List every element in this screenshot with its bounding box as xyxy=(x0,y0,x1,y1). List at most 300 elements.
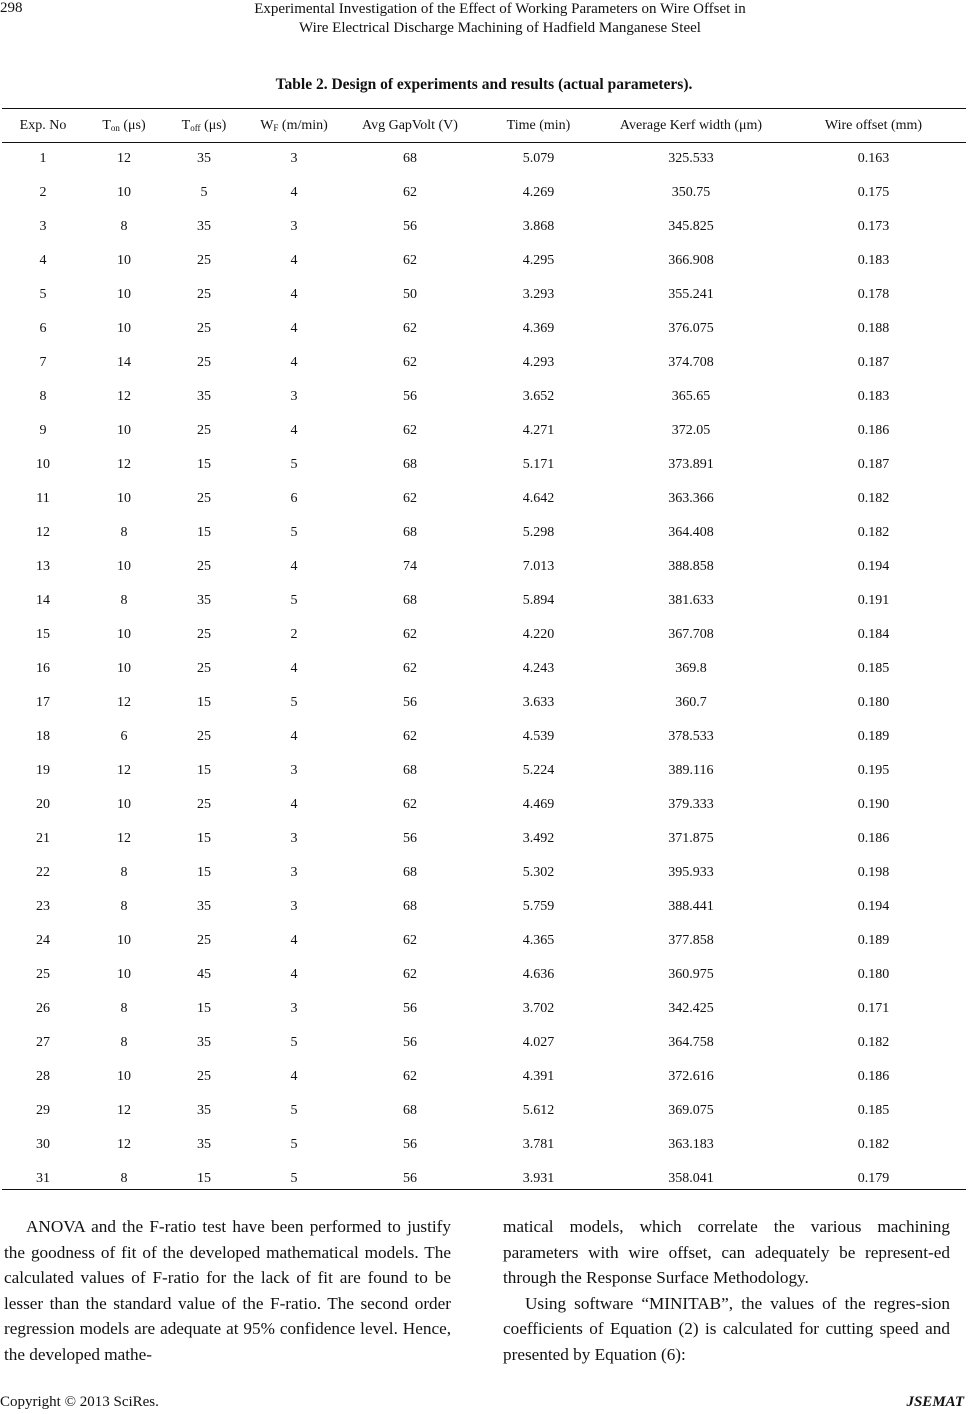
table-row xyxy=(2,176,966,210)
cell-time: 3.293 xyxy=(522,287,555,302)
cell-ton: 12 xyxy=(117,1103,131,1118)
cell-toff: 5 xyxy=(200,185,208,200)
cell-toff: 25 xyxy=(197,933,211,948)
cell-exp-no: 31 xyxy=(36,1171,50,1186)
cell-wire-offset: 0.187 xyxy=(857,355,890,370)
table-row xyxy=(2,720,966,754)
cell-kerf: 372.616 xyxy=(668,1069,714,1084)
cell-kerf: 342.425 xyxy=(668,1001,714,1016)
cell-time: 5.224 xyxy=(522,763,555,778)
cell-kerf: 388.441 xyxy=(668,899,714,914)
table-row xyxy=(2,924,966,958)
table-top-rule xyxy=(2,108,966,109)
cell-wire-offset: 0.187 xyxy=(857,457,890,472)
header-wire-offset: Wire offset (mm) xyxy=(824,118,923,133)
header-wf-sub: F xyxy=(273,123,279,133)
header-wf-main: W xyxy=(260,118,274,133)
cell-wf: 4 xyxy=(290,967,298,982)
cell-gap-volt: 62 xyxy=(403,661,417,676)
cell-kerf: 379.333 xyxy=(668,797,714,812)
cell-gap-volt: 68 xyxy=(403,1103,417,1118)
cell-kerf: 371.875 xyxy=(668,831,714,846)
cell-wf: 6 xyxy=(290,491,298,506)
cell-toff: 25 xyxy=(197,559,211,574)
cell-wire-offset: 0.190 xyxy=(857,797,890,812)
table-row xyxy=(2,346,966,380)
header-wf-unit: (m/min) xyxy=(278,118,328,133)
cell-toff: 35 xyxy=(197,389,211,404)
cell-time: 4.369 xyxy=(522,321,555,336)
table-row xyxy=(2,516,966,550)
table-row xyxy=(2,958,966,992)
cell-wire-offset: 0.173 xyxy=(857,219,890,234)
cell-kerf: 373.891 xyxy=(668,457,714,472)
cell-time: 4.243 xyxy=(522,661,555,676)
cell-gap-volt: 62 xyxy=(403,491,417,506)
cell-gap-volt: 62 xyxy=(403,1069,417,1084)
table-row xyxy=(2,448,966,482)
cell-wf: 3 xyxy=(290,763,298,778)
cell-time: 5.894 xyxy=(522,593,555,608)
cell-kerf: 366.908 xyxy=(668,253,714,268)
cell-kerf: 369.075 xyxy=(668,1103,714,1118)
cell-wf: 5 xyxy=(290,1035,298,1050)
cell-toff: 35 xyxy=(197,1035,211,1050)
cell-exp-no: 30 xyxy=(36,1137,50,1152)
cell-time: 5.759 xyxy=(522,899,555,914)
cell-gap-volt: 62 xyxy=(403,627,417,642)
cell-exp-no: 27 xyxy=(36,1035,50,1050)
cell-time: 4.220 xyxy=(522,627,555,642)
cell-wf: 4 xyxy=(290,797,298,812)
body-paragraph: matical models, which correlate the various machining parameters with wire offset, can adequately be represent-ed through the Response Surface Methodology. xyxy=(503,1217,950,1287)
cell-kerf: 365.65 xyxy=(671,389,711,404)
cell-time: 4.365 xyxy=(522,933,555,948)
cell-ton: 8 xyxy=(120,1035,128,1050)
cell-wf: 3 xyxy=(290,219,298,234)
cell-wire-offset: 0.186 xyxy=(857,831,890,846)
cell-toff: 15 xyxy=(197,831,211,846)
cell-exp-no: 2 xyxy=(39,185,47,200)
cell-toff: 35 xyxy=(197,593,211,608)
cell-wire-offset: 0.188 xyxy=(857,321,890,336)
table-row xyxy=(2,992,966,1026)
cell-gap-volt: 56 xyxy=(403,1171,417,1186)
cell-ton: 8 xyxy=(120,899,128,914)
cell-wire-offset: 0.179 xyxy=(857,1171,890,1186)
cell-toff: 15 xyxy=(197,1001,211,1016)
cell-gap-volt: 62 xyxy=(403,423,417,438)
cell-time: 3.931 xyxy=(522,1171,555,1186)
cell-exp-no: 12 xyxy=(36,525,50,540)
cell-toff: 25 xyxy=(197,1069,211,1084)
cell-wire-offset: 0.178 xyxy=(857,287,890,302)
header-toff-main: T xyxy=(181,118,191,133)
cell-gap-volt: 62 xyxy=(403,729,417,744)
header-kerf: Average Kerf width (μm) xyxy=(619,118,763,133)
cell-toff: 15 xyxy=(197,457,211,472)
table-row xyxy=(2,142,966,176)
cell-gap-volt: 68 xyxy=(403,593,417,608)
cell-gap-volt: 56 xyxy=(403,219,417,234)
cell-ton: 10 xyxy=(117,423,131,438)
cell-kerf: 360.975 xyxy=(668,967,714,982)
table-body xyxy=(2,142,966,1196)
cell-wire-offset: 0.191 xyxy=(857,593,890,608)
cell-kerf: 381.633 xyxy=(668,593,714,608)
cell-gap-volt: 62 xyxy=(403,967,417,982)
cell-kerf: 350.75 xyxy=(671,185,711,200)
cell-kerf: 377.858 xyxy=(668,933,714,948)
table-row xyxy=(2,618,966,652)
cell-toff: 15 xyxy=(197,695,211,710)
cell-wf: 3 xyxy=(290,1001,298,1016)
cell-gap-volt: 68 xyxy=(403,899,417,914)
cell-time: 7.013 xyxy=(522,559,555,574)
cell-kerf: 389.116 xyxy=(668,763,714,778)
cell-time: 4.269 xyxy=(522,185,555,200)
cell-gap-volt: 62 xyxy=(403,185,417,200)
cell-wire-offset: 0.198 xyxy=(857,865,890,880)
cell-ton: 12 xyxy=(117,763,131,778)
table-row xyxy=(2,244,966,278)
cell-toff: 15 xyxy=(197,865,211,880)
cell-gap-volt: 56 xyxy=(403,695,417,710)
table-row xyxy=(2,1026,966,1060)
cell-ton: 8 xyxy=(120,593,128,608)
cell-time: 4.469 xyxy=(522,797,555,812)
header-toff-unit: (μs) xyxy=(200,118,227,133)
cell-wf: 4 xyxy=(290,185,298,200)
header-toff-sub: off xyxy=(190,123,201,133)
cell-ton: 8 xyxy=(120,865,128,880)
cell-kerf: 369.8 xyxy=(675,661,707,676)
footer-journal: JSEMAT xyxy=(906,1394,964,1410)
cell-kerf: 325.533 xyxy=(668,151,714,166)
cell-wf: 3 xyxy=(290,865,298,880)
cell-gap-volt: 56 xyxy=(403,1035,417,1050)
cell-time: 3.652 xyxy=(522,389,555,404)
cell-exp-no: 15 xyxy=(36,627,50,642)
table-row xyxy=(2,550,966,584)
cell-time: 4.027 xyxy=(522,1035,555,1050)
header-ton-sub: on xyxy=(110,123,120,133)
cell-toff: 25 xyxy=(197,287,211,302)
cell-gap-volt: 62 xyxy=(403,797,417,812)
cell-wf: 4 xyxy=(290,1069,298,1084)
cell-toff: 25 xyxy=(197,661,211,676)
cell-wire-offset: 0.183 xyxy=(857,389,890,404)
cell-exp-no: 20 xyxy=(36,797,50,812)
cell-wf: 5 xyxy=(290,695,298,710)
cell-wire-offset: 0.185 xyxy=(857,661,890,676)
header-time: Time (min) xyxy=(506,118,571,133)
cell-ton: 6 xyxy=(120,729,128,744)
cell-wf: 3 xyxy=(290,899,298,914)
cell-exp-no: 4 xyxy=(39,253,47,268)
cell-wire-offset: 0.175 xyxy=(857,185,890,200)
cell-kerf: 345.825 xyxy=(668,219,714,234)
cell-toff: 25 xyxy=(197,253,211,268)
cell-gap-volt: 62 xyxy=(403,253,417,268)
table-row xyxy=(2,788,966,822)
cell-exp-no: 6 xyxy=(39,321,47,336)
cell-toff: 15 xyxy=(197,525,211,540)
cell-exp-no: 17 xyxy=(36,695,50,710)
header-gap-volt: Avg GapVolt (V) xyxy=(362,118,458,133)
cell-toff: 35 xyxy=(197,1137,211,1152)
cell-ton: 10 xyxy=(117,253,131,268)
cell-wf: 4 xyxy=(290,355,298,370)
cell-kerf: 358.041 xyxy=(668,1171,714,1186)
cell-ton: 10 xyxy=(117,933,131,948)
cell-kerf: 372.05 xyxy=(671,423,711,438)
cell-gap-volt: 62 xyxy=(403,933,417,948)
cell-ton: 14 xyxy=(117,355,131,370)
cell-kerf: 364.758 xyxy=(668,1035,714,1050)
cell-wf: 5 xyxy=(290,1171,298,1186)
cell-gap-volt: 56 xyxy=(403,1001,417,1016)
cell-time: 3.702 xyxy=(522,1001,555,1016)
cell-wire-offset: 0.194 xyxy=(857,899,890,914)
body-paragraph: Using software “MINITAB”, the values of the regres-sion coefficients of Equation (2) is calculated for cutting speed and presented by Equation (6): xyxy=(503,1293,950,1364)
cell-time: 5.079 xyxy=(522,151,555,166)
cell-gap-volt: 68 xyxy=(403,457,417,472)
cell-ton: 12 xyxy=(117,831,131,846)
cell-kerf: 367.708 xyxy=(668,627,714,642)
table-row xyxy=(2,414,966,448)
table-row xyxy=(2,686,966,720)
cell-ton: 10 xyxy=(117,797,131,812)
cell-wf: 5 xyxy=(290,1137,298,1152)
cell-exp-no: 25 xyxy=(36,967,50,982)
table-row xyxy=(2,856,966,890)
cell-time: 4.271 xyxy=(522,423,555,438)
cell-exp-no: 23 xyxy=(36,899,50,914)
cell-exp-no: 24 xyxy=(36,933,50,948)
cell-exp-no: 10 xyxy=(36,457,50,472)
cell-wire-offset: 0.185 xyxy=(857,1103,890,1118)
cell-time: 4.391 xyxy=(522,1069,555,1084)
body-column-left xyxy=(4,1214,451,1367)
cell-toff: 15 xyxy=(197,763,211,778)
cell-time: 4.539 xyxy=(522,729,555,744)
header-ton-main: T xyxy=(102,118,111,133)
body-paragraph: ANOVA and the F-ratio test have been performed to justify the goodness of fit of the developed mathematical models. The calculated values of F-ratio for the lack of fit are found to be lesser than the standard value of the F-ratio. The second order regression models are adequate at 95% confidence level. Hence, the developed mathe- xyxy=(4,1217,451,1364)
cell-toff: 45 xyxy=(197,967,211,982)
header-exp-no: Exp. No xyxy=(19,118,67,133)
cell-toff: 25 xyxy=(197,627,211,642)
cell-gap-volt: 50 xyxy=(403,287,417,302)
cell-exp-no: 18 xyxy=(36,729,50,744)
cell-ton: 8 xyxy=(120,219,128,234)
cell-wf: 4 xyxy=(290,933,298,948)
experiment-table xyxy=(2,110,966,1196)
cell-time: 5.171 xyxy=(522,457,555,472)
cell-ton: 10 xyxy=(117,287,131,302)
cell-gap-volt: 68 xyxy=(403,865,417,880)
cell-ton: 10 xyxy=(117,559,131,574)
cell-gap-volt: 68 xyxy=(403,525,417,540)
cell-ton: 8 xyxy=(120,1171,128,1186)
cell-ton: 12 xyxy=(117,457,131,472)
cell-kerf: 376.075 xyxy=(668,321,714,336)
cell-toff: 35 xyxy=(197,151,211,166)
cell-kerf: 395.933 xyxy=(668,865,714,880)
table-row xyxy=(2,652,966,686)
cell-exp-no: 13 xyxy=(36,559,50,574)
cell-exp-no: 3 xyxy=(39,219,47,234)
cell-wf: 4 xyxy=(290,729,298,744)
cell-wire-offset: 0.194 xyxy=(857,559,890,574)
cell-wf: 5 xyxy=(290,525,298,540)
cell-exp-no: 22 xyxy=(36,865,50,880)
cell-toff: 25 xyxy=(197,321,211,336)
header-ton-unit: (μs) xyxy=(119,118,146,133)
cell-gap-volt: 56 xyxy=(403,389,417,404)
running-head-line-2: Wire Electrical Discharge Machining of Hadfield Manganese Steel xyxy=(299,20,701,36)
cell-toff: 35 xyxy=(197,899,211,914)
cell-exp-no: 19 xyxy=(36,763,50,778)
table-row xyxy=(2,1162,966,1196)
footer-copyright: Copyright © 2013 SciRes. xyxy=(0,1394,159,1410)
cell-wf: 4 xyxy=(290,559,298,574)
cell-time: 5.298 xyxy=(522,525,555,540)
cell-exp-no: 9 xyxy=(39,423,47,438)
cell-exp-no: 21 xyxy=(36,831,50,846)
cell-exp-no: 7 xyxy=(39,355,47,370)
cell-gap-volt: 56 xyxy=(403,1137,417,1152)
cell-toff: 25 xyxy=(197,423,211,438)
cell-kerf: 363.366 xyxy=(668,491,714,506)
cell-kerf: 378.533 xyxy=(668,729,714,744)
cell-kerf: 355.241 xyxy=(668,287,714,302)
cell-time: 5.612 xyxy=(522,1103,555,1118)
cell-ton: 10 xyxy=(117,185,131,200)
table-caption: Table 2. Design of experiments and results (actual parameters). xyxy=(275,76,693,93)
table-row xyxy=(2,822,966,856)
cell-ton: 10 xyxy=(117,1069,131,1084)
cell-ton: 12 xyxy=(117,695,131,710)
cell-wf: 5 xyxy=(290,457,298,472)
cell-kerf: 364.408 xyxy=(668,525,714,540)
cell-wf: 3 xyxy=(290,151,298,166)
cell-time: 4.293 xyxy=(522,355,555,370)
cell-wire-offset: 0.180 xyxy=(857,695,890,710)
cell-exp-no: 5 xyxy=(39,287,47,302)
cell-time: 3.492 xyxy=(522,831,555,846)
cell-wf: 4 xyxy=(290,287,298,302)
cell-ton: 8 xyxy=(120,525,128,540)
running-head xyxy=(150,0,850,38)
table-row xyxy=(2,312,966,346)
cell-exp-no: 16 xyxy=(36,661,50,676)
cell-toff: 25 xyxy=(197,797,211,812)
cell-wf: 4 xyxy=(290,661,298,676)
header-ton xyxy=(84,110,164,142)
table-row xyxy=(2,754,966,788)
cell-wf: 2 xyxy=(290,627,298,642)
cell-exp-no: 11 xyxy=(36,491,50,506)
header-toff xyxy=(164,110,244,142)
cell-wf: 3 xyxy=(290,389,298,404)
table-row xyxy=(2,1060,966,1094)
table-row xyxy=(2,482,966,516)
table-header-row xyxy=(2,110,966,142)
cell-wire-offset: 0.189 xyxy=(857,729,890,744)
cell-wire-offset: 0.184 xyxy=(857,627,890,642)
table-row xyxy=(2,584,966,618)
cell-kerf: 374.708 xyxy=(668,355,714,370)
cell-ton: 10 xyxy=(117,967,131,982)
table-row xyxy=(2,1128,966,1162)
cell-ton: 12 xyxy=(117,389,131,404)
cell-wf: 3 xyxy=(290,831,298,846)
cell-wf: 4 xyxy=(290,321,298,336)
cell-toff: 25 xyxy=(197,491,211,506)
cell-toff: 25 xyxy=(197,729,211,744)
cell-time: 3.868 xyxy=(522,219,555,234)
table-row xyxy=(2,1094,966,1128)
cell-gap-volt: 62 xyxy=(403,321,417,336)
cell-toff: 25 xyxy=(197,355,211,370)
running-head-line-1: Experimental Investigation of the Effect of Working Parameters on Wire Offset in xyxy=(254,1,746,17)
cell-exp-no: 1 xyxy=(39,151,47,166)
cell-ton: 8 xyxy=(120,1001,128,1016)
cell-wf: 5 xyxy=(290,593,298,608)
cell-wf: 5 xyxy=(290,1103,298,1118)
cell-gap-volt: 74 xyxy=(403,559,417,574)
cell-kerf: 360.7 xyxy=(675,695,707,710)
cell-time: 4.636 xyxy=(522,967,555,982)
cell-time: 4.295 xyxy=(522,253,555,268)
cell-toff: 35 xyxy=(197,219,211,234)
cell-kerf: 388.858 xyxy=(668,559,714,574)
table-row xyxy=(2,380,966,414)
cell-gap-volt: 56 xyxy=(403,831,417,846)
cell-ton: 10 xyxy=(117,627,131,642)
cell-exp-no: 28 xyxy=(36,1069,50,1084)
cell-ton: 12 xyxy=(117,1137,131,1152)
cell-time: 3.633 xyxy=(522,695,555,710)
cell-kerf: 363.183 xyxy=(668,1137,714,1152)
cell-wire-offset: 0.183 xyxy=(857,253,890,268)
cell-exp-no: 8 xyxy=(39,389,47,404)
cell-exp-no: 14 xyxy=(36,593,50,608)
cell-wire-offset: 0.182 xyxy=(857,1137,890,1152)
cell-wire-offset: 0.189 xyxy=(857,933,890,948)
cell-exp-no: 26 xyxy=(36,1001,50,1016)
cell-ton: 10 xyxy=(117,661,131,676)
table-row xyxy=(2,210,966,244)
cell-wire-offset: 0.186 xyxy=(857,423,890,438)
cell-wire-offset: 0.195 xyxy=(857,763,890,778)
cell-ton: 12 xyxy=(117,151,131,166)
cell-gap-volt: 68 xyxy=(403,151,417,166)
cell-wf: 4 xyxy=(290,423,298,438)
table-row xyxy=(2,890,966,924)
cell-ton: 10 xyxy=(117,491,131,506)
cell-exp-no: 29 xyxy=(36,1103,50,1118)
page-number: 298 xyxy=(0,0,23,16)
cell-wire-offset: 0.186 xyxy=(857,1069,890,1084)
cell-wire-offset: 0.180 xyxy=(857,967,890,982)
cell-gap-volt: 68 xyxy=(403,763,417,778)
cell-wire-offset: 0.182 xyxy=(857,525,890,540)
table-row xyxy=(2,278,966,312)
cell-gap-volt: 62 xyxy=(403,355,417,370)
cell-ton: 10 xyxy=(117,321,131,336)
